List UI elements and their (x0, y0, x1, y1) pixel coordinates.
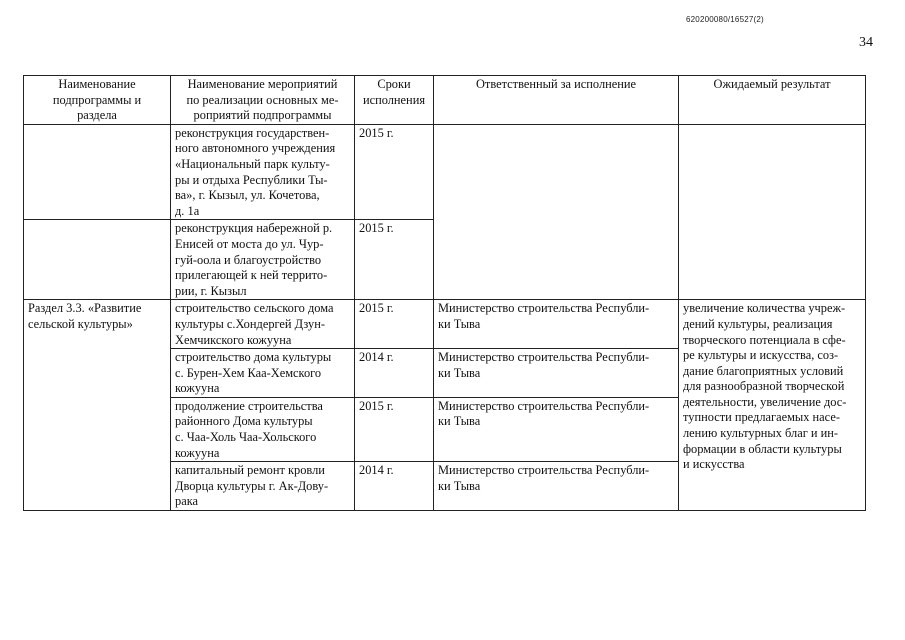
header-result: Ожидаемый результат (679, 76, 866, 125)
program-table (23, 75, 866, 511)
term-cell: 2015 г. (355, 397, 434, 461)
document-id: 620200080/16527(2) (686, 15, 764, 24)
table-row (24, 124, 866, 220)
event-cell: строительство сельского дома культуры с.Хондергей Дзун- Хемчикского кожууна (171, 300, 355, 349)
result-cell (679, 124, 866, 300)
term-cell: 2015 г. (355, 124, 434, 220)
event-cell: продолжение строительства районного Дома культуры с. Чаа-Холь Чаа-Хольского кожууна (171, 397, 355, 461)
subprogram-cell (24, 220, 171, 300)
table-row (24, 300, 866, 349)
responsible-cell: Министерство строительства Республи- ки Тыва (434, 462, 679, 511)
term-cell: 2014 г. (355, 462, 434, 511)
header-terms: Сроки исполнения (355, 76, 434, 125)
event-cell: реконструкция набережной р. Енисей от моста до ул. Чур- гуй-оола и благоустройство прилегающей к ней террито- рии, г. Кызыл (171, 220, 355, 300)
event-cell: реконструкция государствен- ного автономного учреждения «Национальный парк культу- ры и отдыха Республики Ты- ва», г. Кызыл, ул. Кочетова, д. 1а (171, 124, 355, 220)
responsible-cell: Министерство строительства Республи- ки Тыва (434, 397, 679, 461)
page-number: 34 (859, 35, 873, 50)
header-subprogram: Наименование подпрограммы и раздела (24, 76, 171, 125)
section-title-cell: Раздел 3.3. «Развитие сельской культуры» (24, 300, 171, 511)
expected-result-cell: увеличение количества учреж- дений культуры, реализация творческого потенциала в сфе- ре культуры и искусства, соз- дание благоприятных условий для разнообразной творческой деятельности, увеличение дос- тупности предлагаемых насе- лению культурных благ и ин- формации в области культуры и искусства (679, 300, 866, 511)
responsible-cell: Министерство строительства Республи- ки Тыва (434, 300, 679, 349)
term-cell: 2014 г. (355, 349, 434, 398)
term-cell: 2015 г. (355, 220, 434, 300)
responsible-cell (434, 124, 679, 300)
subprogram-cell (24, 124, 171, 220)
term-cell: 2015 г. (355, 300, 434, 349)
header-events: Наименование мероприятий по реализации основных ме- роприятий подпрограммы (171, 76, 355, 125)
responsible-cell: Министерство строительства Республи- ки Тыва (434, 349, 679, 398)
header-responsible: Ответственный за исполнение (434, 76, 679, 125)
event-cell: строительство дома культуры с. Бурен-Хем Каа-Хемского кожууна (171, 349, 355, 398)
table-header-row (24, 76, 866, 125)
event-cell: капитальный ремонт кровли Дворца культуры г. Ак-Дову- рака (171, 462, 355, 511)
